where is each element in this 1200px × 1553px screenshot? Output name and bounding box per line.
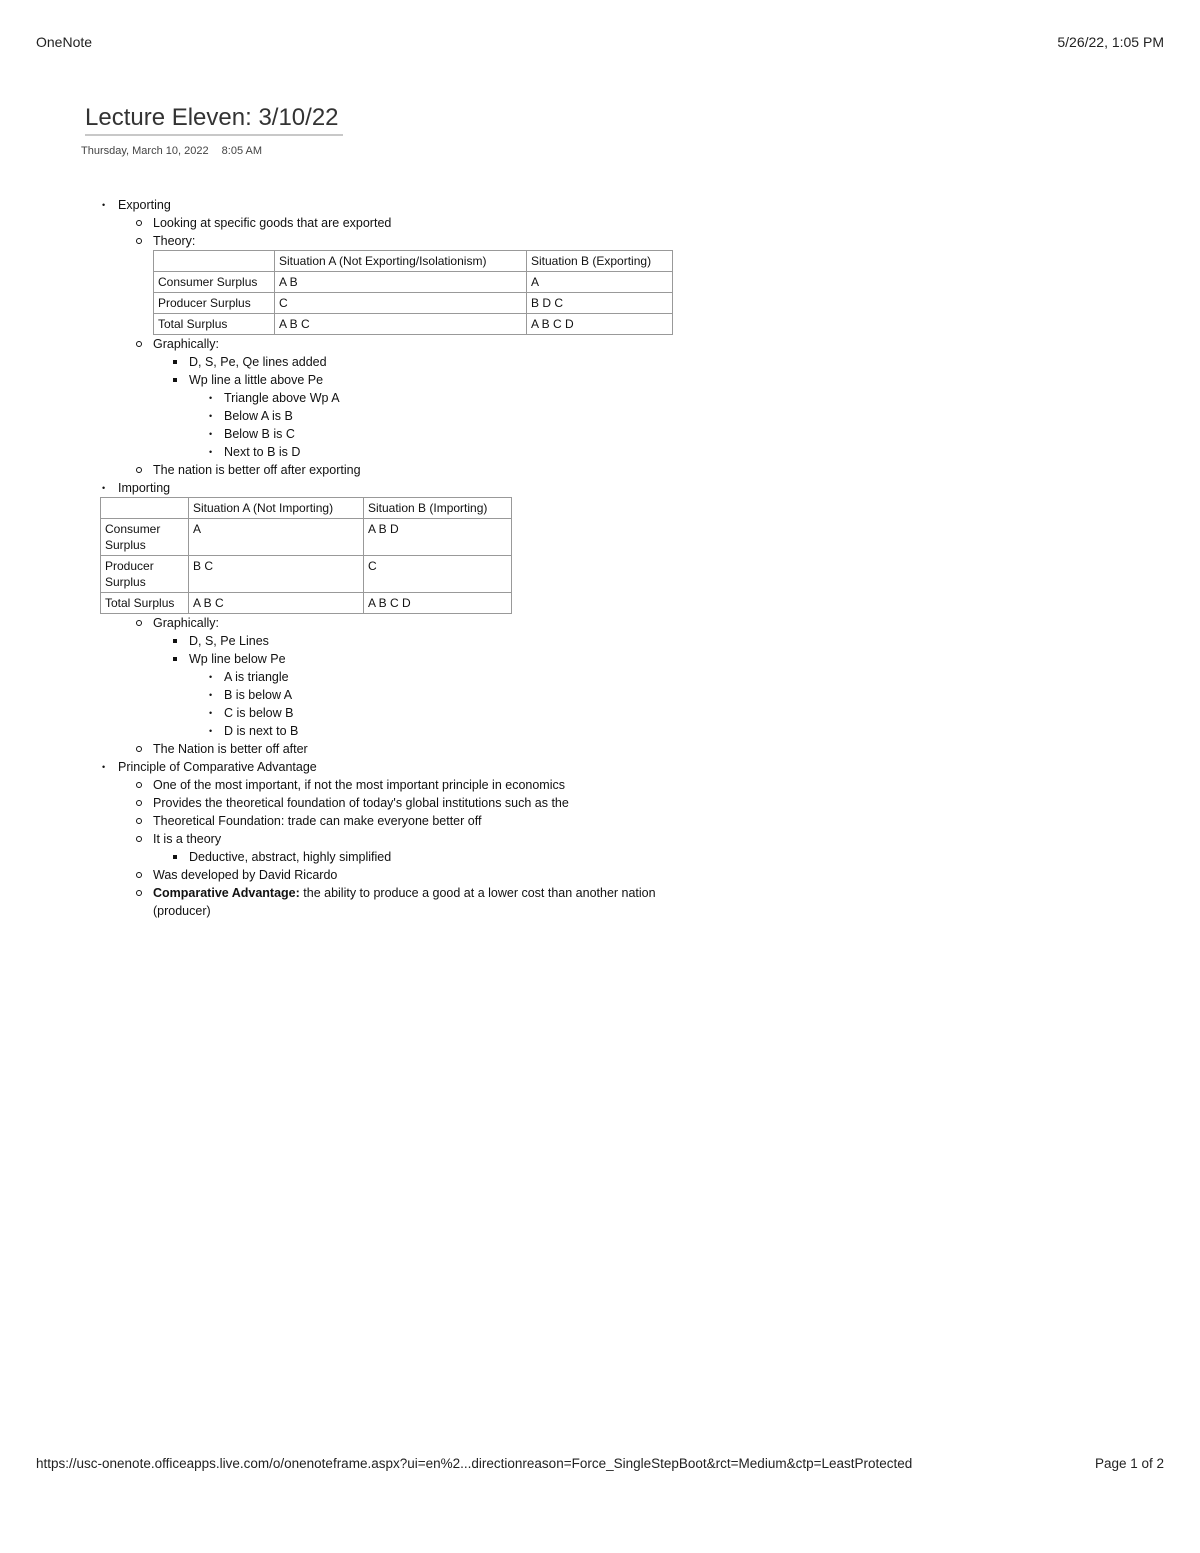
footer-url: https://usc-onenote.officeapps.live.com/o/onenoteframe.aspx?ui=en%2...directionreason=Force_SingleStepBoot&rct=Medium&ctp=LeastProtected [36, 1456, 913, 1471]
page-number: Page 1 of 2 [1094, 1456, 1164, 1471]
table-cell[interactable]: Consumer Surplus [101, 519, 189, 556]
list-item-definition[interactable] [134, 884, 700, 920]
list-item[interactable]: • D is next to B [206, 722, 700, 740]
list-item[interactable] [170, 371, 700, 461]
table-cell[interactable]: A B C D [364, 593, 512, 614]
outline-level-3 [170, 632, 700, 740]
table-cell[interactable]: Consumer Surplus [154, 272, 275, 293]
outline-level-4 [206, 389, 700, 461]
page-date-time: 8:05 AM [221, 145, 263, 157]
table-cell[interactable]: Total Surplus [101, 593, 189, 614]
table-cell[interactable]: C [364, 556, 512, 593]
definition-text: the ability to produce a good at a lower cost than another nation (producer) [153, 886, 656, 918]
list-item[interactable]: • A is triangle [206, 668, 700, 686]
table-cell[interactable]: B C [189, 556, 364, 593]
outline-level-2 [134, 776, 700, 920]
list-item-comparative-advantage[interactable] [100, 758, 700, 920]
list-item[interactable]: The nation is better off after exporting [134, 461, 700, 479]
table-cell[interactable]: A [189, 519, 364, 556]
list-item[interactable]: Was developed by David Ricardo [134, 866, 700, 884]
table-cell[interactable]: Total Surplus [154, 314, 275, 335]
list-item[interactable]: Provides the theoretical foundation of today's global institutions such as the [134, 794, 700, 812]
list-item-label: Wp line below Pe [189, 652, 286, 666]
title-block [85, 104, 343, 136]
list-item[interactable] [134, 830, 700, 866]
table-cell[interactable]: Situation B (Importing) [364, 498, 512, 519]
list-item-label: It is a theory [153, 832, 222, 846]
table-cell[interactable]: A B C [275, 314, 527, 335]
table-cell[interactable]: Situation A (Not Importing) [189, 498, 364, 519]
table-cell[interactable]: B D C [527, 293, 673, 314]
list-item[interactable] [134, 232, 700, 335]
exporting-surplus-table[interactable] [153, 250, 673, 335]
page-date [81, 145, 262, 157]
outline-level-3 [170, 848, 700, 866]
list-item[interactable]: • Triangle above Wp A [206, 389, 700, 407]
importing-surplus-table[interactable] [100, 497, 512, 614]
table-row [154, 272, 673, 293]
list-item[interactable] [170, 650, 700, 740]
list-item[interactable] [134, 335, 700, 461]
list-item-label: Principle of Comparative Advantage [118, 760, 317, 774]
table-cell[interactable]: A [527, 272, 673, 293]
outline-level-2 [134, 614, 700, 758]
table-cell[interactable]: A B [275, 272, 527, 293]
list-item[interactable]: • Below B is C [206, 425, 700, 443]
list-item-label: Graphically: [153, 337, 219, 351]
list-item[interactable]: Looking at specific goods that are exported [134, 214, 700, 232]
outline-level-2 [134, 214, 700, 479]
table-cell[interactable]: Producer Surplus [101, 556, 189, 593]
list-item[interactable]: One of the most important, if not the most important principle in economics [134, 776, 700, 794]
table-cell[interactable]: A B C D [527, 314, 673, 335]
list-item[interactable]: The Nation is better off after [134, 740, 700, 758]
note-content [100, 196, 700, 920]
list-item-label: Theory: [153, 234, 196, 248]
list-item-label: Exporting [118, 198, 171, 212]
table-row [154, 314, 673, 335]
outline-level-4 [206, 668, 700, 740]
table-row [101, 556, 512, 593]
table-cell[interactable]: C [275, 293, 527, 314]
list-item[interactable]: D, S, Pe, Qe lines added [170, 353, 700, 371]
page-date-day: Thursday, March 10, 2022 [81, 145, 209, 157]
table-cell[interactable]: A B C [189, 593, 364, 614]
list-item[interactable]: Deductive, abstract, highly simplified [170, 848, 700, 866]
table-cell[interactable] [154, 251, 275, 272]
list-item[interactable]: • C is below B [206, 704, 700, 722]
definition-term: Comparative Advantage: [153, 886, 300, 900]
outline-level-1 [100, 196, 700, 920]
list-item[interactable]: • Next to B is D [206, 443, 700, 461]
list-item-label: Importing [118, 481, 171, 495]
list-item-exporting[interactable] [100, 196, 700, 479]
list-item-importing[interactable] [100, 479, 700, 758]
app-name: OneNote [36, 34, 93, 50]
list-item[interactable] [134, 614, 700, 740]
list-item[interactable]: • B is below A [206, 686, 700, 704]
table-row [154, 293, 673, 314]
table-cell[interactable] [101, 498, 189, 519]
list-item-label: Wp line a little above Pe [189, 373, 324, 387]
outline-level-3 [170, 353, 700, 461]
table-cell[interactable]: Situation A (Not Exporting/Isolationism) [275, 251, 527, 272]
list-item-label: Graphically: [153, 616, 219, 630]
print-datetime: 5/26/22, 1:05 PM [1057, 34, 1164, 50]
table-header-row [154, 251, 673, 272]
table-row [101, 519, 512, 556]
list-item[interactable]: D, S, Pe Lines [170, 632, 700, 650]
list-item[interactable]: • Below A is B [206, 407, 700, 425]
page-title[interactable]: Lecture Eleven: 3/10/22 [85, 104, 343, 136]
table-cell[interactable]: Situation B (Exporting) [527, 251, 673, 272]
table-cell[interactable]: A B D [364, 519, 512, 556]
table-row [101, 593, 512, 614]
table-header-row [101, 498, 512, 519]
list-item[interactable]: Theoretical Foundation: trade can make everyone better off [134, 812, 700, 830]
table-cell[interactable]: Producer Surplus [154, 293, 275, 314]
